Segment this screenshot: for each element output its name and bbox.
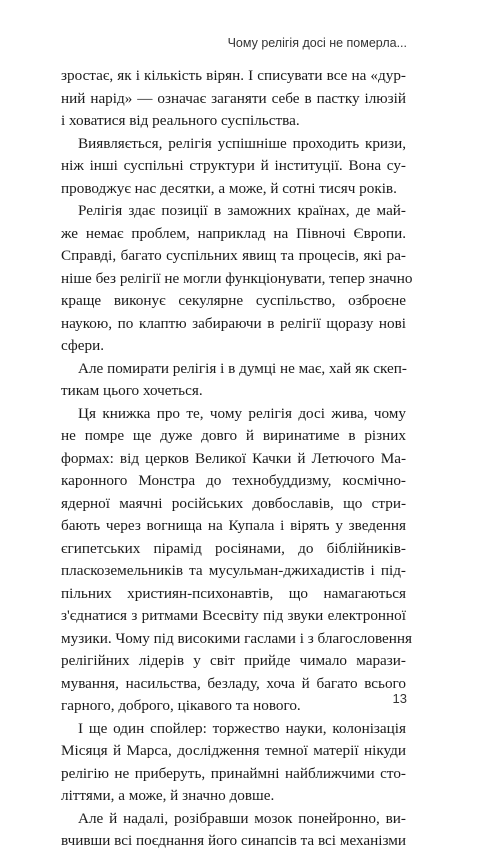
paragraph — [61, 403, 413, 718]
text-line: каронного Монстра до технобуддизму, космічно- — [61, 472, 406, 489]
paragraph — [61, 808, 406, 853]
page-number: 13 — [392, 691, 407, 706]
text-line: ний нарід» — означає заганяти себе в пастку ілюзій — [61, 89, 406, 107]
text-line: краще виконує секулярне суспільство, озброєне — [61, 292, 406, 309]
text-line: пільних християн-психонавтів, що намагаються — [61, 584, 406, 602]
text-line: Місяця й Марса, дослідження темної матерії нікуди — [61, 742, 406, 759]
text-line: наукою, по клаптю забираючи в релігії щоразу нові — [61, 314, 406, 332]
text-line: літтями, а може, й значно довше. — [61, 787, 275, 804]
text-line: Ця книжка про те, чому релігія досі жива, чому — [78, 404, 406, 422]
text-line: ніж інші суспільні структури й інституції. Вона су- — [61, 157, 406, 174]
text-line: єгипетських пірамід росіянами, до біблійників- — [61, 539, 406, 557]
text-line: релігію не приберуть, принаймні найближчими сто- — [61, 764, 406, 782]
text-line: зростає, як і кількість вірян. І списувати все на «дур- — [61, 67, 406, 84]
text-line: музики. Чому під високими гаслами і з благословення — [61, 629, 413, 647]
text-line: сфери. — [61, 337, 105, 354]
text-line: Релігія здає позиції в заможних країнах, де май- — [78, 202, 406, 219]
body-text — [61, 65, 413, 853]
text-line: І ще один спойлер: торжество науки, колонізація — [78, 719, 406, 737]
paragraph — [61, 718, 406, 808]
paragraph — [61, 358, 406, 403]
text-line: же немає проблем, наприклад на Півночі Європи. — [61, 224, 406, 242]
paragraph — [61, 65, 406, 133]
text-line: Але помирати релігія і в думці не має, хай як скеп- — [78, 359, 407, 377]
paragraph — [61, 133, 406, 201]
text-line: і ховатися від реального суспільства. — [61, 112, 300, 129]
text-line: з'єднатися з ритмами Всесвіту під звуки електронної — [61, 607, 406, 624]
text-line: мування, насильства, безладу, хоча й багато всього — [61, 674, 406, 692]
text-line: не помре ще дуже довго й виринатиме в різних — [61, 427, 406, 444]
text-line: ніше без релігії не могли функціонувати, тепер значно — [61, 269, 413, 287]
paragraph — [61, 200, 413, 358]
text-line: бають через вогнища на Купала і вірять у зведення — [61, 517, 406, 534]
text-line: тикам цього хочеться. — [61, 382, 203, 399]
text-line: пласкоземельників та мусульман-джихадистів і під- — [61, 562, 406, 579]
text-line: релігійних лідерів у світ прийде чимало марази- — [61, 652, 406, 669]
text-line: Але й надалі, розібравши мозок понейронно, ви- — [78, 809, 406, 827]
text-line: ядерної маячні російських довбославів, що стри- — [61, 494, 406, 512]
text-line: Виявляється, релігія успішніше проходить кризи, — [78, 134, 406, 152]
text-line: вчивши всі поєднання його синапсів та всі механізми — [61, 832, 406, 849]
text-line: гарного, доброго, цікавого та нового. — [61, 697, 301, 714]
text-line: формах: від церков Великої Качки й Летючого Ма- — [61, 449, 406, 467]
text-line: проводжує нас десятки, а може, й сотні тисяч років. — [61, 179, 397, 197]
text-line: Справді, багато суспільних явищ та процесів, які ра- — [61, 247, 406, 264]
running-head: Чому релігія досі не померла... — [227, 36, 407, 50]
